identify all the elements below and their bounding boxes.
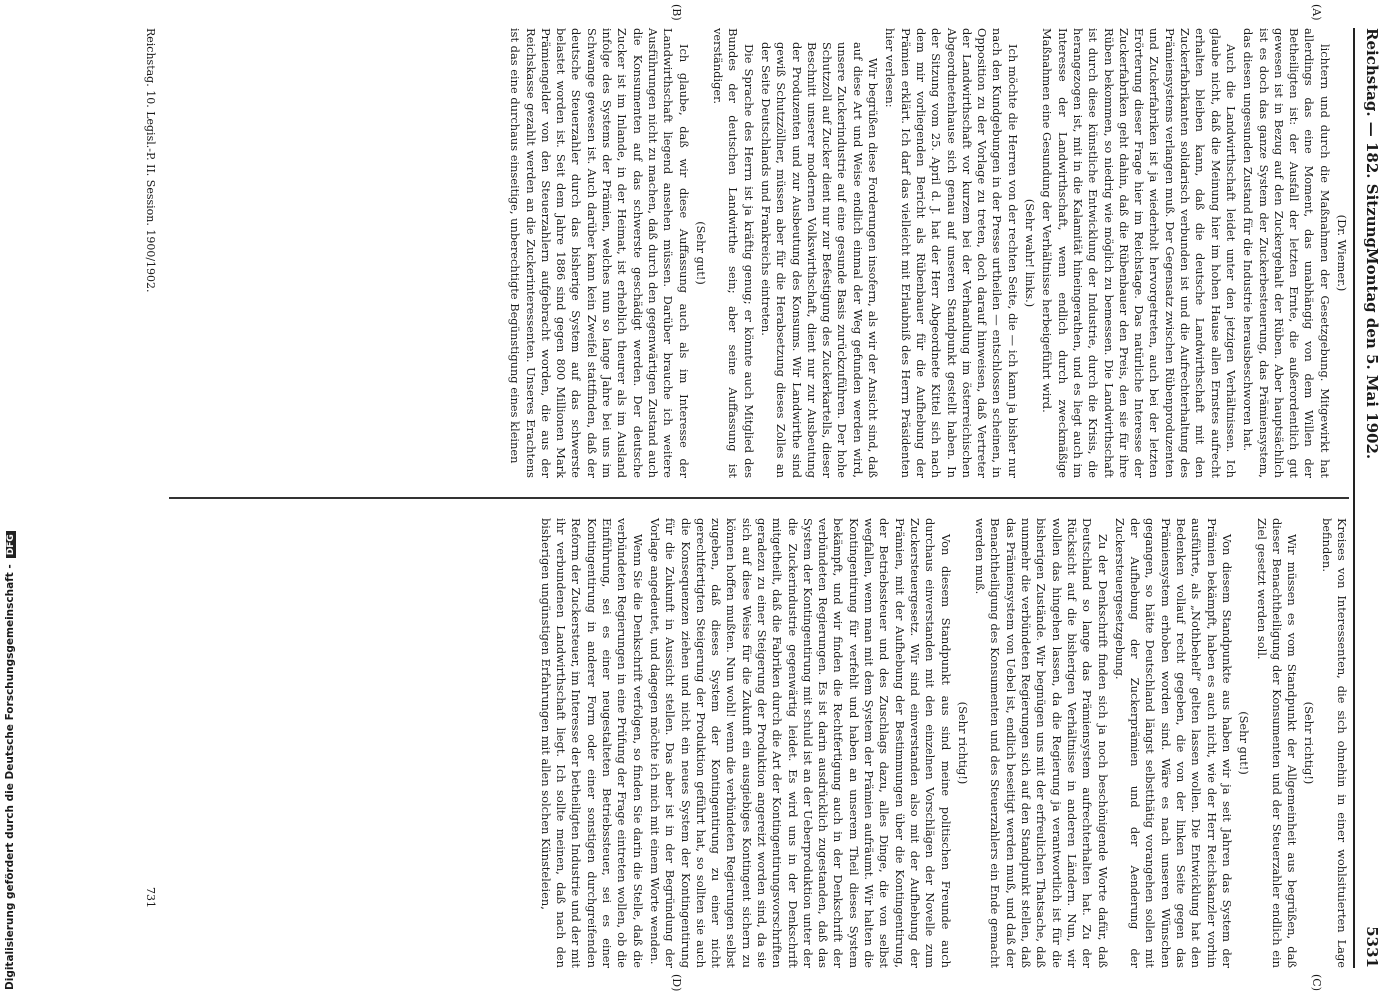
page-footer xyxy=(137,28,157,968)
side-note xyxy=(4,10,20,990)
interjection: (Sehr richtig!) xyxy=(1302,701,1317,785)
interjection: (Sehr wahr! links.) xyxy=(1023,198,1038,308)
header-rule xyxy=(1353,28,1355,968)
dfg-logo: DFG xyxy=(6,531,16,558)
column-divider xyxy=(169,497,1349,499)
speaker-name: (Dr. Wiemer.) xyxy=(1335,214,1349,292)
paragraph: Von diesem Standpunkte aus haben wir ja seit Jahren das System der Prämien bekämpft, haben es auch nicht, wie der Herr Reichskanzler vorhin ausführte, als „Nothbehelf“ gelten lassen wollen. Die Entwicklung hat den Bedenken vollauf recht gegeben, die von der linken Seite gegen das Prämiensystem erhoben worden sind. Wäre es nach unseren Wünschen gegangen, so hätte Deutschland längst selbstthätig vorangehen sollen mit der Aufhebung der Zuckerprämien und der Aenderung der Zuckersteuergesetzgebung. xyxy=(1112,518,1234,968)
footer-left: Reichstag. 10. Legisl.-P. II. Session. 1900/1902. xyxy=(144,28,157,293)
paragraph: Auch die Landwirthschaft leidet unter den jetzigen Verhältnissen. Ich glaube nicht, daß die Meinung hier im hohen Hause allen Ernstes aufrecht erhalten bleiben kann, daß die deutsche Landwirthschaft mit den Zuckerfabrikanten solidarisch verbunden ist und die Aufrechterhaltung des Prämiensystems verlangen muß. Der Gegensatz zwischen Rübenproduzenten und Zuckerfabriken ist ja wiederholt hervorgetreten, auch bei der letzten Erörterung dieser Frage hier im Reichstage. Das natürliche Interesse der Zuckerfabriken geht dahin, daß die Rübenbauer den Preis, den sie für ihre Rüben bekommen, so niedrig wie möglich zu bemessen. Die Landwirthschaft ist durch diese künstliche Entwicklung der Industrie, durch die Krisis, die herangezogen ist, mit in die Kalamität hineingerathen, und es liegt auch im Interesse der Landwirthschaft, wenn endlich durch zweckmäßige Maßnahmen eine Gesundung der Verhältnisse herbeigeführt wird. xyxy=(1040,28,1238,478)
header-center: Montag den 5. Mai 1902. xyxy=(1363,248,1381,460)
left-column xyxy=(169,28,1349,478)
page-header xyxy=(1357,28,1383,968)
header-left: Reichstag. — 182. Sitzung. xyxy=(1363,28,1381,254)
paragraph: Ich möchte die Herren von der rechten Seite, die — ich kann ja bisher nur nach den Kundgebungen in der Presse urtheilen — entschlossen scheinen, in Opposition zu der Vorlage zu treten, doch darauf hinweisen, daß Vertreter der Landwirthschaft vor kurzem bei der Verhandlung im österreichischen Abgeordnetenhause sich genau auf unseren Standpunkt gestellt haben. In der Sitzung vom 25. April d. J. hat der Herr Abgeordnete Kittel sich nach dem mir vorliegenden Bericht als Rübenbauer für die Aufhebung der Prämien erklärt. Ich darf das vielleicht mit Erlaubniß des Herrn Präsidenten hier verlesen: xyxy=(883,28,1020,478)
quotation: Wir begrüßen diese Forderungen insofern, als wir der Ansicht sind, daß auf diese Art und Weise endlich einmal der Weg gefunden werden wird, unsere Zuckerindustrie auf eine gesunde Basis zurückzuführen. Der hohe Schutzzoll auf Zucker dient nur zur Befestigung des Zuckerkartells, dieser Beschnitt unserer modernen Volkswirthschaft, dient nur zur Ausbeutung der Produzenten und zur Ausbeutung des Konsums. Wir Landwirthe sind gewiß Schutzzöllner, müssen aber für die Herabsetzung dieses Zolles an der Seite Deutschlands und Frankreichs eintreten. xyxy=(759,42,881,478)
page-number: 5331 xyxy=(1363,926,1381,968)
paragraph: Von diesem Standpunkt aus sind meine politischen Freunde auch durchaus einverstanden mit den einzelnen Vorschlägen der Novelle zum Zuckersteuergesetz. Wir sind einverstanden also mit der Aufhebung der Prämien, mit der Aufhebung der Bestimmungen über die Kontingentirung, der Betriebssteuer und des Zuschlags dazu, alles Dinge, die von selbst wegfallen, wenn man mit dem System der Prämien aufräumt. Wir halten die Kontingentirung für verfehlt und haben an unserem Theil dieses System bekämpft, und wir finden die Rechtfertigung auch in der Denkschrift der verbündeten Regierungen. Es ist darin ausdrücklich zugestanden, daß das System der Kontingentirung mit schuld ist an der Ueberproduktion unter der die Zuckerindustrie gegenwärtig leidet. Es wird uns in der Denkschrift mitgetheilt, daß die Fabriken durch die Art der Kontingentirungsvorschriften geradezu zu einer Steigerung der Produktion angereizt worden sind, da sie sich auf diese Weise für die Zukunft ein ausgiebiges Kontingent sichern zu können hoffen mußten. Nun wohl! wenn die verbündeten Regierungen selbst zugeben, daß dieses System der Kontingentirung zu einer nicht gerechtfertigten Steigerung der Produktion geführt hat, so sollten sie auch die Konsequenzen ziehen und nicht ein neues System der Kontingentirung für die Zukunft in Aussicht stellen. Das aber ist in der Begründung der Vorlage angedeutet, und dagegen möchte ich mich mit einem Worte wenden. xyxy=(647,518,953,968)
footer-right: 731 xyxy=(144,887,157,908)
paragraph: Ich glaube, daß wir diese Auffassung auch als im Interesse der Landwirthschaft liegend ansehen müssen. Darüber brauche ich weitere Ausführungen nicht zu machen, daß durch den gegenwärtigen Zustand auch die Konsumenten auf das schwerste geschädigt werden. Der deutsche Zucker ist im Inlande, in der Heimat, ist erheblich theurer als im Ausland infolge des Systems der Prämien, welches nun so lange Jahre bei uns im Schwange gewesen ist. Auch darüber kann kein Zweifel stattfinden, daß der deutsche Steuerzahler durch das bisherige System auf das schwerste belastet worden ist. Seit dem Jahre 1886 sind gegen 800 Millionen Mark Prämiengelder von den Steuerzahlern aufgebracht worden, die aus der Reichskasse gezahlt werden an die Zuckerinteressenten. Unseres Erachtens ist das eine durchaus einseitige, unberechtigte Begünstigung eines kleinen xyxy=(508,28,691,478)
document-page xyxy=(93,4,1383,992)
paragraph: lichtern und durch die Maßnahmen der Gesetzgebung. Mitgewirkt hat allerdings das eine Moment, das unabhängig von dem Willen der Betheiligten ist: der Ausfall der letzten Ernte, die außerordentlich gut gewesen ist in Bezug auf den Zuckergehalt der Rüben. Aber hauptsächlich ist es doch das ganze System der Zuckerbesteuerung, das Prämiensystem, das diesen ungesunden Zustand für die Industrie herausbeschworen hat. xyxy=(1241,28,1332,478)
margin-mark-a: (A) xyxy=(1310,4,1323,21)
side-note-text: Digitalisierung gefördert durch die Deutsche Forschungsgemeinschaft - xyxy=(4,564,16,990)
margin-mark-c: (C) xyxy=(1310,974,1323,991)
interjection: (Sehr gut!) xyxy=(693,221,708,285)
paragraph: Kreises von Interessenten, die sich ohnehin in einer wohlsituierten Lage befinden. xyxy=(1319,518,1349,968)
paragraph: Zu der Denkschrift finden sich ja noch beschönigende Worte dafür, daß Deutschland so lange das Prämiensystem aufrechterhalten hat. Zu der Rücksicht auf die bisherigen Verhältnisse in anderen Ländern. Nun, wir wollen das hingehen lassen, da die Regierung ja verantwortlich ist für die bisherigen Zustände. Wir begnügen uns mit der erfreulichen Thatsache, daß nunmehr die verbündeten Regierungen sich auf den Standpunkt stellen, daß das Prämiensystem von Uebel ist, endlich beseitigt werden muß, und daß der Benachtheiligung des Konsumenten und des Steuerzahlers ein Ende gemacht werden muß. xyxy=(973,518,1110,968)
paragraph: Wenn Sie die Denkschrift verfolgen, so finden Sie darin die Stelle, daß die verbündeten Regierungen in eine Prüfung der Frage eintreten wollen, ob die Einführung, sei es einer neugestalteten Betriebssteuer, sei es einer Kontingentirung in anderer Form oder einer sonstigen durchgreifenden Reform der Zuckersteuer, im Interesse der betheiligten Industrie und der mit ihr verbundenen Landwirthschaft liegt. Ich sollte meinen, daß nach den bisherigen ungünstigen Erfahrungen mit allen solchen Künsteleien, xyxy=(538,518,645,968)
paragraph: Wir müssen es vom Standpunkt der Allgemeinheit aus begrüßen, daß dieser Benachtheiligung der Konsumenten und der Steuerzahler endlich ein Ziel gesetzt werden soll. xyxy=(1254,518,1300,968)
side-note-strip xyxy=(0,0,24,1000)
margin-mark-d: (D) xyxy=(670,974,683,992)
interjection: (Sehr gut!) xyxy=(1237,711,1252,775)
right-column xyxy=(169,518,1349,968)
interjection: (Sehr richtig!) xyxy=(955,701,970,785)
margin-mark-b: (B) xyxy=(670,4,683,21)
paragraph: Die Sprache des Herrn ist ja kräftig genug; er könnte auch Mitglied des Bundes der deutschen Landwirthe sein; aber seine Auffassung ist verständiger. xyxy=(711,28,756,478)
